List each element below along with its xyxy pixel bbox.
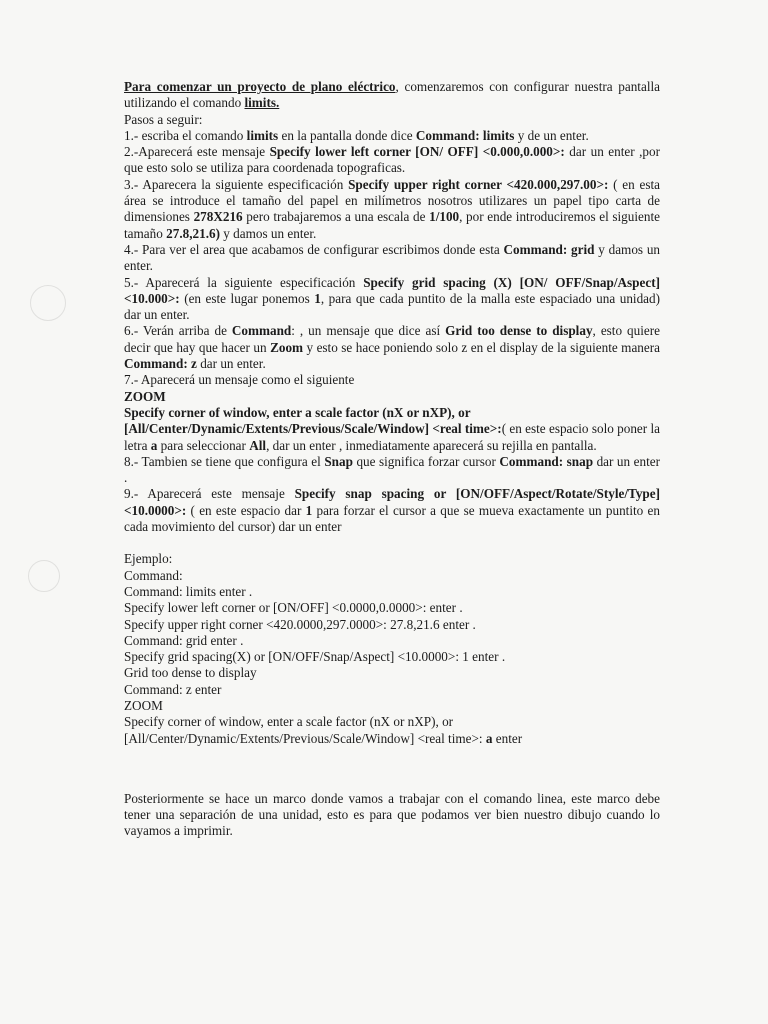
- document-page: [124, 79, 660, 840]
- intro-lead: Para comenzar un proyecto de plano eléctrico: [124, 79, 396, 94]
- zoom-heading: ZOOM: [124, 388, 166, 404]
- step-2: 2.-Aparecerá este mensaje Specify lower left corner [ON/ OFF] <0.000,0.000>: dar un enter ,por que esto solo se utiliza para coordenada topograficas.: [124, 144, 660, 176]
- closing-paragraph: Posteriormente se hace un marco donde vamos a trabajar con el comando linea, este marco debe tener una separación de una unidad, esto es para que podamos ver bien nuestro dibujo cuando lo vayamos a imprimir.: [124, 790, 660, 839]
- example-line: Command: grid enter .: [124, 632, 244, 648]
- zoom-prompt-line1: Specify corner of window, enter a scale factor (nX or nXP), or: [124, 404, 471, 420]
- example-line: Command: z enter: [124, 681, 222, 697]
- example-title: Ejemplo:: [124, 551, 173, 567]
- step-6: 6.- Verán arriba de Command: , un mensaje que dice así Grid too dense to display, esto quiere decir que hay que hacer un Zoom y esto se hace poniendo solo z en el display de la siguiente manera Command: z dar un enter.: [124, 323, 660, 372]
- example-line: Command:: [124, 567, 183, 583]
- step-5: 5.- Aparecerá la siguiente especificación Specify grid spacing (X) [ON/ OFF/Snap/Aspect] <10.000>: (en este lugar ponemos 1, para que cada puntito de la malla este espaciado una unidad) dar un enter.: [124, 274, 661, 323]
- example-line: Specify grid spacing(X) or [ON/OFF/Snap/Aspect] <10.0000>: 1 enter .: [124, 649, 506, 665]
- example-line: ZOOM: [124, 697, 163, 713]
- step-8: 8.- Tambien se tiene que configura el Snap que significa forzar cursor Command: snap dar un enter .: [124, 453, 660, 486]
- example-line: Command: limits enter .: [124, 583, 253, 599]
- step-4: 4.- Para ver el area que acabamos de configurar escribimos donde esta Command: grid y damos un enter.: [124, 241, 661, 274]
- example-line-last: [All/Center/Dynamic/Extents/Previous/Scale/Window] <real time>: a enter: [124, 730, 523, 746]
- step-1: 1.- escriba el comando limits en la pantalla donde dice Command: limits y de un enter.: [124, 127, 589, 143]
- zoom-prompt-line2: [All/Center/Dynamic/Extents/Previous/Scale/Window] <real time>:( en este espacio solo poner la letra a para seleccionar All, dar un enter , inmediatamente aparecerá su rejilla en pantalla.: [124, 421, 660, 453]
- step-7: 7.- Aparecerá un mensaje como el siguiente: [124, 372, 355, 388]
- step-9: 9.- Aparecerá este mensaje Specify snap spacing or [ON/OFF/Aspect/Rotate/Style/Type] <10.0000>: ( en este espacio dar 1 para forzar el cursor a que se mueva exactamente un puntito en cada movimiento del cursor) dar un enter: [124, 486, 660, 535]
- scan-speck: [28, 560, 60, 592]
- limits-command: limits.: [244, 95, 280, 111]
- steps-heading: Pasos a seguir:: [124, 111, 203, 127]
- example-line: Specify corner of window, enter a scale factor (nX or nXP), or: [124, 714, 454, 730]
- intro-paragraph: Para comenzar un proyecto de plano eléctrico, comenzaremos con configurar nuestra pantalla utilizando el comando limits.: [124, 79, 660, 111]
- scan-speck: [30, 285, 66, 321]
- example-line: Specify lower left corner or [ON/OFF] <0.0000,0.0000>: enter .: [124, 600, 463, 616]
- example-line: Grid too dense to display: [124, 665, 257, 681]
- example-line: Specify upper right corner <420.0000,297.0000>: 27.8,21.6 enter .: [124, 616, 476, 632]
- step-3: 3.- Aparecera la siguiente especificación Specify upper right corner <420.000,297.00>: ( en esta área se introduce el tamaño del papel en milímetros nosotros utilizares un papel tipo carta de dimensiones 278X216 pero trabajaremos a una escala de 1/100, por ende introduciremos el siguiente tamaño 27.8,21.6) y damos un enter.: [124, 176, 661, 241]
